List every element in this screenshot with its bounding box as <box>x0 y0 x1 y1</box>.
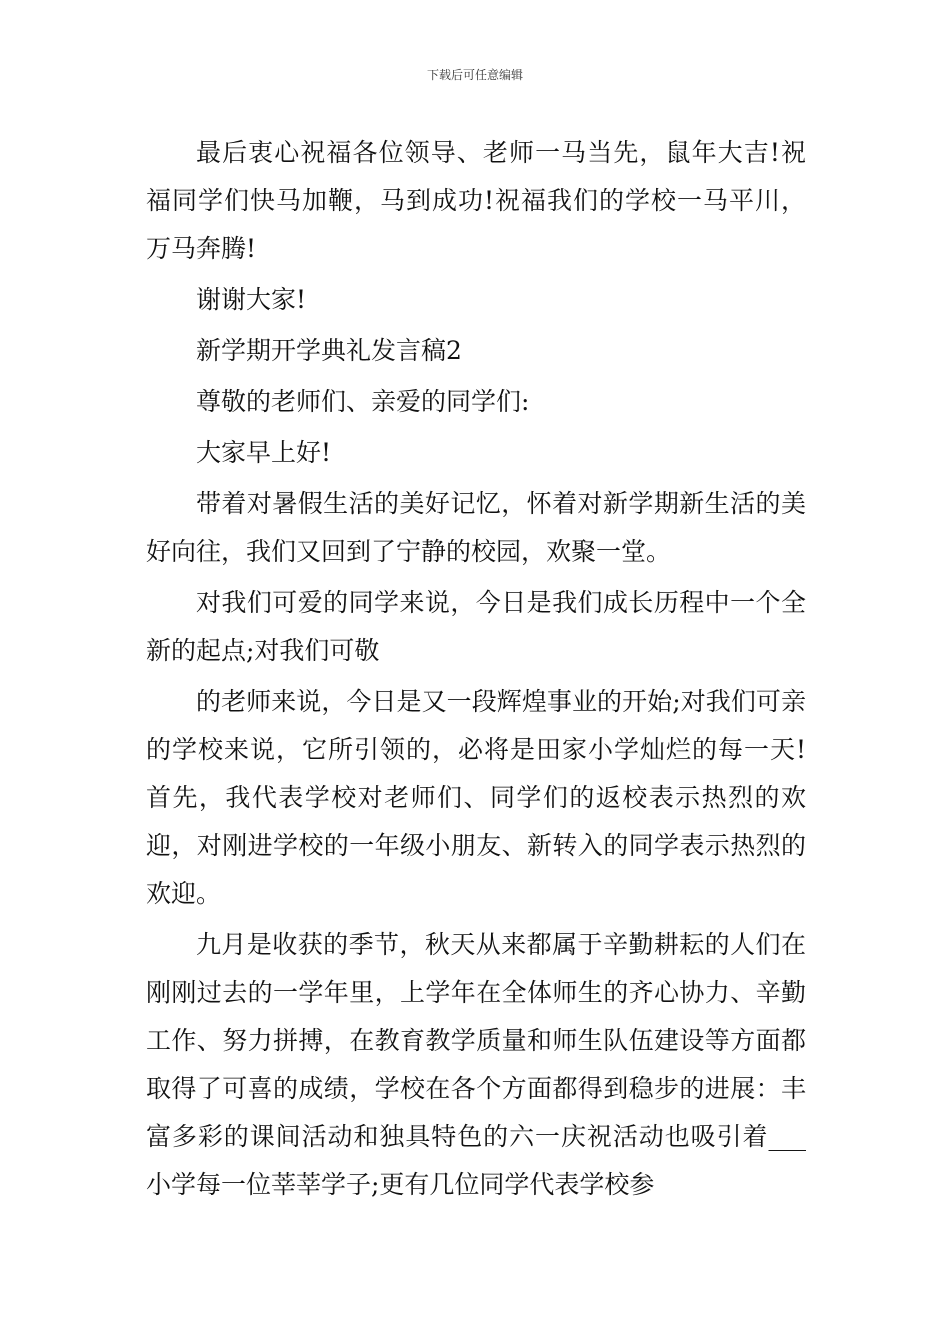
page-header-note: 下载后可任意编辑 <box>426 68 523 82</box>
paragraph-salutation: 尊敬的老师们、亲爱的同学们: <box>196 387 530 416</box>
paragraph-new-start: 对我们可爱的同学来说，今日是我们成长历程中一个全新的起点;对我们可敬 <box>146 588 806 665</box>
paragraph-greeting: 大家早上好! <box>196 438 332 467</box>
paragraph-return: 带着对暑假生活的美好记忆，怀着对新学期新生活的美好向往，我们又回到了宁静的校园，欢聚一堂。 <box>146 489 806 566</box>
paragraph-closing-wishes: 最后衷心祝福各位领导、老师一马当先，鼠年大吉!祝福同学们快马加鞭，马到成功!祝福我们的学校一马平川，万马奔腾! <box>146 138 806 263</box>
section-title: 新学期开学典礼发言稿2 <box>196 336 462 365</box>
paragraph-september: 九月是收获的季节，秋天从来都属于辛勤耕耘的人们在刚刚过去的一学年里，上学年在全体师生的齐心协力、辛勤工作、努力拼搏，在教育教学质量和师生队伍建设等方面都取得了可喜的成绩，学校在各个方面都得到稳步的进展：丰富多彩的课间活动和独具特色的六一庆祝活动也吸引着___小学每一位莘莘学子;更有几位同学代表学校参 <box>146 930 806 1199</box>
paragraph-thanks: 谢谢大家! <box>196 285 307 314</box>
document-body <box>146 129 806 1209</box>
paragraph-welcome: 的老师来说，今日是又一段辉煌事业的开始;对我们可亲的学校来说，它所引领的，必将是田家小学灿烂的每一天!首先，我代表学校对老师们、同学们的返校表示热烈的欢迎，对刚进学校的一年级小朋友、新转入的同学表示热烈的欢迎。 <box>146 687 806 908</box>
